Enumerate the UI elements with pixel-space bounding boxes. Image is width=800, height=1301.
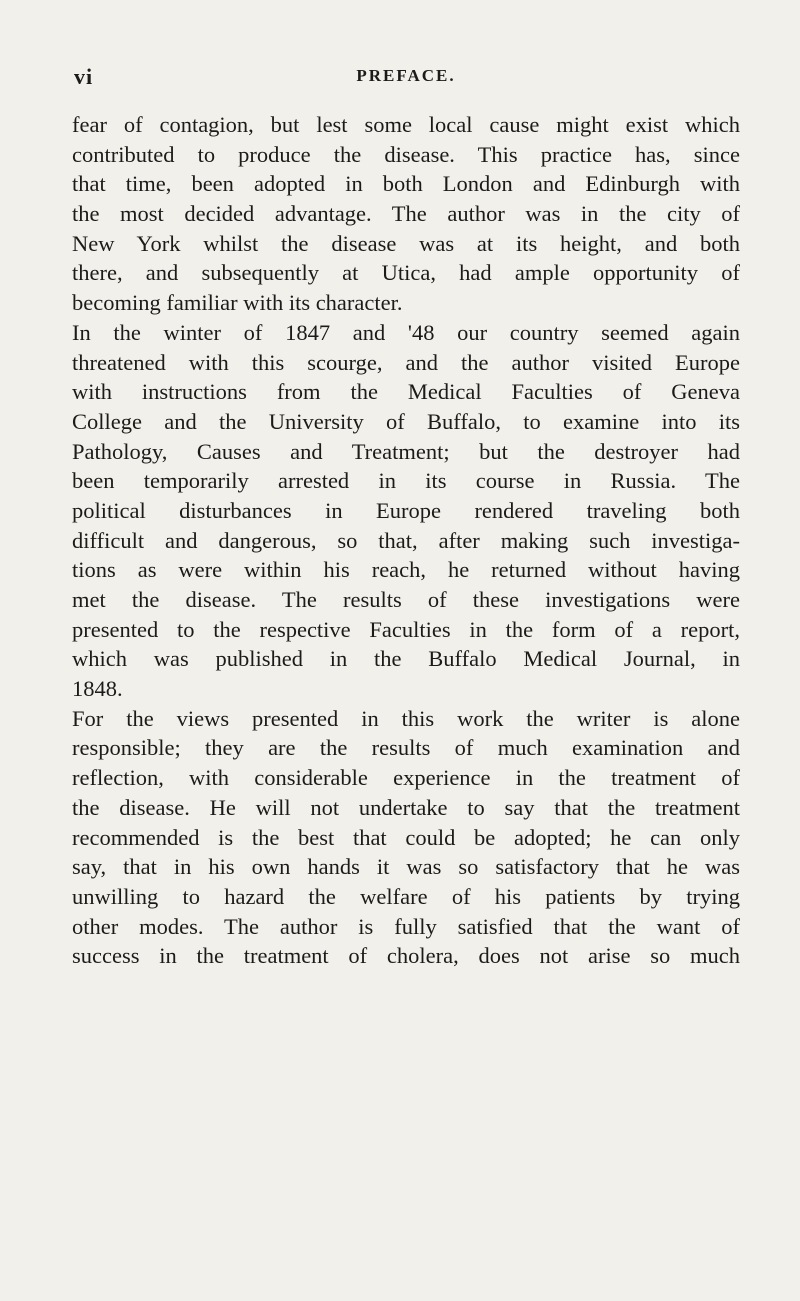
text-line: with instructions from the Medical Faculties of Geneva	[72, 379, 740, 405]
text-line: responsible; they are the results of much examination and	[72, 735, 740, 761]
text-line: other modes. The author is fully satisfied that the want of	[72, 913, 740, 939]
text-line: reflection, with considerable experience in the treatment of	[72, 765, 740, 791]
running-head	[72, 64, 740, 94]
text-line: presented to the respective Faculties in the form of a report,	[72, 616, 740, 642]
text-line: For the views presented in this work the writer is alone	[72, 705, 740, 731]
text-line: Pathology, Causes and Treatment; but the destroyer had	[72, 438, 740, 464]
text-line: fear of contagion, but lest some local cause might exist which	[72, 112, 740, 137]
running-head-title: PREFACE.	[356, 66, 456, 85]
text-line: 1848.	[72, 676, 123, 702]
text-line: that time, been adopted in both London and Edinburgh with	[72, 171, 740, 197]
text-line: success in the treatment of cholera, does not arise so much	[72, 943, 740, 969]
text-line: tions as were within his reach, he returned without having	[72, 557, 740, 583]
text-line: recommended is the best that could be adopted; he can only	[72, 824, 740, 850]
text-line: becoming familiar with its character.	[72, 290, 403, 316]
text-line: New York whilst the disease was at its height, and both	[72, 230, 740, 256]
text-line: political disturbances in Europe rendered traveling both	[72, 497, 740, 523]
text-line: College and the University of Buffalo, to examine into its	[72, 408, 740, 434]
text-line: difficult and dangerous, so that, after making such investiga-	[72, 527, 740, 553]
page-number: vi	[74, 64, 94, 89]
text-line: which was published in the Buffalo Medical Journal, in	[72, 646, 740, 672]
text-line: met the disease. The results of these investigations were	[72, 587, 740, 612]
text-line: say, that in his own hands it was so satisfactory that he was	[72, 854, 740, 880]
text-line: threatened with this scourge, and the author visited Europe	[72, 349, 740, 375]
preface-body-text	[72, 110, 740, 971]
text-line: the disease. He will not undertake to say that the treatment	[72, 794, 740, 820]
text-line: there, and subsequently at Utica, had ample opportunity of	[72, 260, 740, 286]
text-line: unwilling to hazard the welfare of his patients by trying	[72, 883, 740, 909]
text-line: contributed to produce the disease. This practice has, since	[72, 141, 740, 167]
text-line: been temporarily arrested in its course in Russia. The	[72, 468, 740, 494]
text-line: In the winter of 1847 and '48 our country seemed again	[72, 319, 740, 345]
text-line: the most decided advantage. The author was in the city of	[72, 201, 740, 227]
